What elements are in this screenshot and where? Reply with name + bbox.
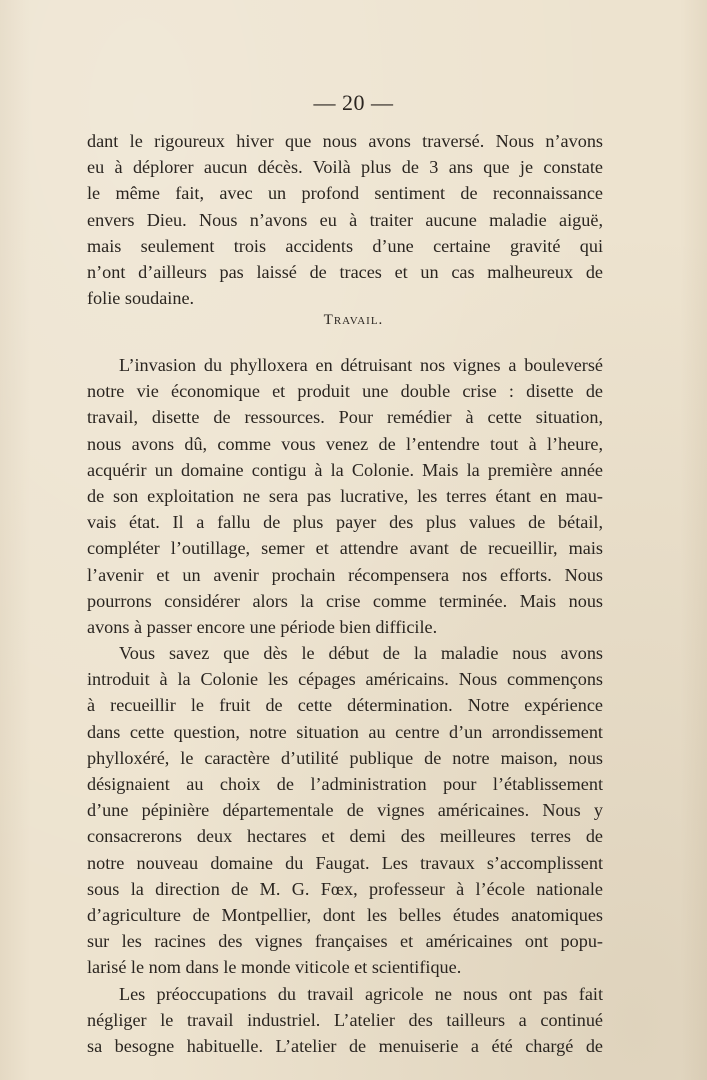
- text-line: phylloxéré, le caractère d’utilité publique de notre maison, nous: [87, 747, 603, 768]
- text-line: vais état. Il a fallu de plus payer des plus values de bétail,: [87, 512, 603, 533]
- text-line: compléter l’outillage, semer et attendre avant de recueillir, mais: [87, 538, 603, 559]
- text-line: l’avenir et un avenir prochain récompensera nos efforts. Nous: [87, 564, 603, 585]
- text-line: dant le rigoureux hiver que nous avons traversé. Nous n’avons: [87, 131, 603, 151]
- text-line: acquérir un domaine contigu à la Colonie. Mais la première année: [87, 459, 603, 480]
- text-line: notre nouveau domaine du Faugat. Les travaux s’accomplissent: [87, 852, 603, 873]
- text-line: sur les racines des vignes françaises et américaines ont popu-: [87, 931, 603, 952]
- text-line: envers Dieu. Nous n’avons eu à traiter aucune maladie aiguë,: [87, 209, 603, 230]
- text-line: négliger le travail industriel. L’atelier des tailleurs a continué: [87, 1009, 603, 1030]
- text-line: Vous savez que dès le début de la maladie nous avons: [119, 643, 603, 664]
- text-line: sa besogne habituelle. L’atelier de menuiserie a été chargé de: [87, 1035, 603, 1056]
- text-line: d’une pépinière départementale de vignes américaines. Nous y: [87, 800, 603, 821]
- text-line: de son exploitation ne sera pas lucrative, les terres étant en mau-: [87, 485, 603, 506]
- text-line: introduit à la Colonie les cépages américains. Nous commençons: [87, 669, 603, 690]
- text-line: avons à passer encore une période bien difficile.: [87, 616, 438, 637]
- text-line: pourrons considérer alors la crise comme terminée. Mais nous: [87, 590, 603, 611]
- text-line: L’invasion du phylloxera en détruisant nos vignes a bouleversé: [119, 355, 603, 375]
- text-line: folie soudaine.: [87, 288, 195, 309]
- text-line: consacrerons deux hectares et demi des meilleures terres de: [87, 826, 603, 847]
- text-line: nous avons dû, comme vous venez de l’entendre tout à l’heure,: [87, 433, 603, 454]
- page-number: — 20 —: [313, 90, 394, 115]
- text-line: mais seulement trois accidents d’une certaine gravité qui: [87, 235, 603, 256]
- section-heading: Travail.: [323, 312, 384, 328]
- text-line: eu à déplorer aucun décès. Voilà plus de 3 ans que je constate: [87, 157, 603, 178]
- text-line: dans cette question, notre situation au centre d’un arrondissement: [87, 721, 603, 742]
- text-line: n’ont d’ailleurs pas laissé de traces et un cas malheureux de: [87, 261, 603, 282]
- paragraph-block-bottom: [87, 352, 603, 1059]
- paragraph-block-top: [87, 128, 603, 311]
- text-line: Les préoccupations du travail agricole ne nous ont pas fait: [119, 983, 603, 1004]
- text-line: notre vie économique et produit une double crise : disette de: [87, 381, 603, 402]
- text-line: larisé le nom dans le monde viticole et scientifique.: [87, 957, 462, 978]
- text-line: d’agriculture de Montpellier, dont les belles études anatomiques: [87, 904, 603, 925]
- text-line: sous la direction de M. G. Fœx, professeur à l’école nationale: [87, 878, 603, 899]
- text-line: désignaient au choix de l’administration pour l’établissement: [87, 774, 603, 794]
- text-line: le même fait, avec un profond sentiment de reconnaissance: [87, 183, 603, 204]
- text-line: à recueillir le fruit de cette détermination. Notre expérience: [87, 695, 603, 716]
- text-line: travail, disette de ressources. Pour remédier à cette situation,: [87, 407, 603, 428]
